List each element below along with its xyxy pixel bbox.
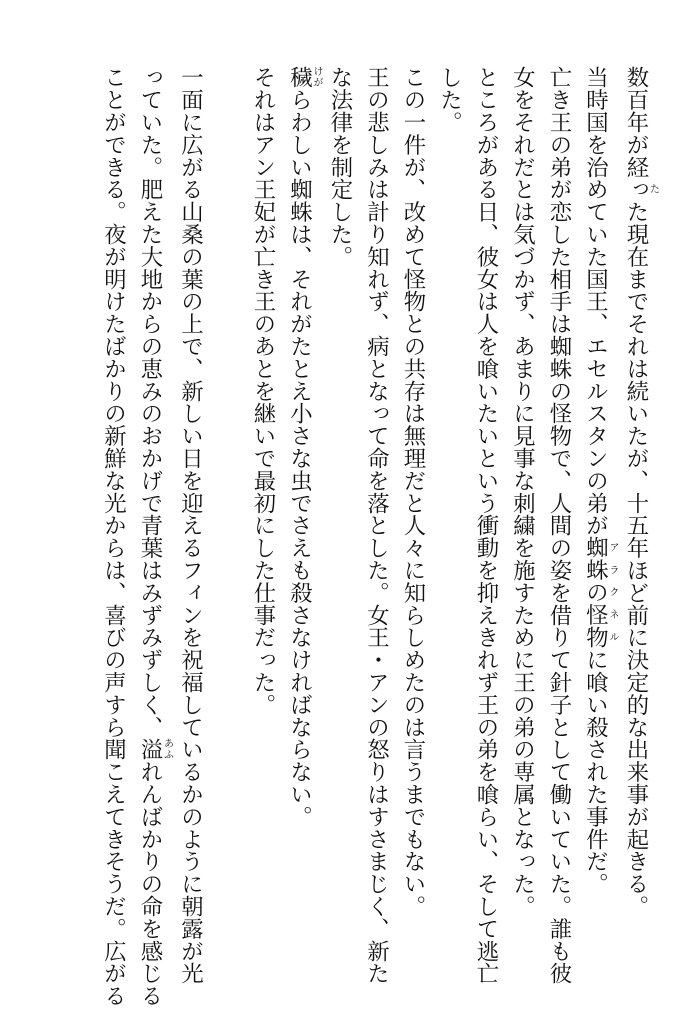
ruby-reading: けが bbox=[311, 66, 322, 89]
text-segment: ことができる。夜が明けたばかりの新鮮な光からは、喜びの声すら聞こえてきそうだ。広がる bbox=[100, 66, 127, 1007]
text-segment: な法律を制定した。 bbox=[327, 66, 353, 268]
text-segment: た現在までそれは続いたが、十五年ほど前に決定的な出来事が起きる。 bbox=[623, 200, 649, 918]
text-segment: この一件が、改めて怪物との共存は無理だと人々に知らしめたのは言うまでもない。 bbox=[400, 66, 426, 918]
text-line bbox=[577, 66, 618, 966]
text-line bbox=[618, 66, 659, 966]
text-segment: 数百年が経 bbox=[623, 66, 649, 178]
text-segment: した。 bbox=[436, 66, 463, 134]
text-line bbox=[281, 66, 322, 966]
text-line bbox=[358, 66, 395, 985]
text-segment: 当時国を治めていた国王、エセルスタンの弟が bbox=[582, 66, 609, 537]
ruby-base: 蜘蛛の怪物 bbox=[582, 536, 609, 649]
text-segment: 亡き王の弟が恋した相手は蜘蛛の怪物で、人間の姿を借りて針子として働いていた。誰も彼 bbox=[546, 66, 572, 985]
ruby-reading: た bbox=[647, 178, 659, 201]
text-segment: れんばかりの命を感じる bbox=[137, 760, 163, 1007]
ruby-reading: アラクネル bbox=[607, 536, 618, 649]
text-line bbox=[541, 66, 578, 985]
text-line bbox=[322, 66, 359, 966]
vertical-text-body bbox=[95, 66, 659, 1007]
text-line bbox=[468, 66, 505, 985]
text-segment: 王の悲しみは計り知れず、病となって命を落とした。女王・アンの怒りはすさまじく、新た bbox=[363, 66, 390, 985]
text-line bbox=[395, 66, 432, 966]
text-segment: 女をそれだとは気づかず、あまりに見事な刺繍を施すために王の弟の専属となった。 bbox=[509, 66, 536, 918]
text-segment: に喰い殺された事件だ。 bbox=[582, 648, 609, 895]
text-segment: らわしい蜘蛛は、それがたとえ小さな虫でさえも殺さなければならない。 bbox=[286, 88, 313, 828]
ruby-annotation bbox=[623, 178, 659, 201]
text-line bbox=[245, 66, 282, 966]
ruby-annotation bbox=[137, 738, 173, 761]
text-segment: ところがある日、彼女は人を喰いたいという衝動を抑えきれず王の弟を喰らい、そして逃亡 bbox=[473, 66, 499, 985]
ruby-annotation bbox=[286, 66, 322, 89]
ruby-base: 穢 bbox=[286, 66, 313, 89]
text-line bbox=[132, 66, 173, 1007]
text-line bbox=[431, 66, 468, 966]
ruby-base: っ bbox=[623, 178, 649, 201]
ruby-annotation bbox=[582, 536, 618, 649]
text-segment: 一面に広がる山桑の葉の上で、新しい日を迎えるフィンを祝福しているかのように朝露が光 bbox=[177, 66, 204, 985]
text-segment: それはアン王妃が亡き王のあとを継いで最初にした仕事だった。 bbox=[250, 66, 276, 716]
text-line bbox=[504, 66, 541, 966]
paragraph-gap bbox=[209, 66, 245, 966]
ruby-reading: あふ bbox=[161, 738, 173, 761]
text-segment: っていた。肥えた大地からの恵みのおかげで青葉はみずみずしく、 bbox=[137, 66, 163, 738]
text-line bbox=[172, 66, 209, 985]
ruby-base: 溢 bbox=[137, 738, 163, 761]
text-line bbox=[95, 66, 132, 1007]
